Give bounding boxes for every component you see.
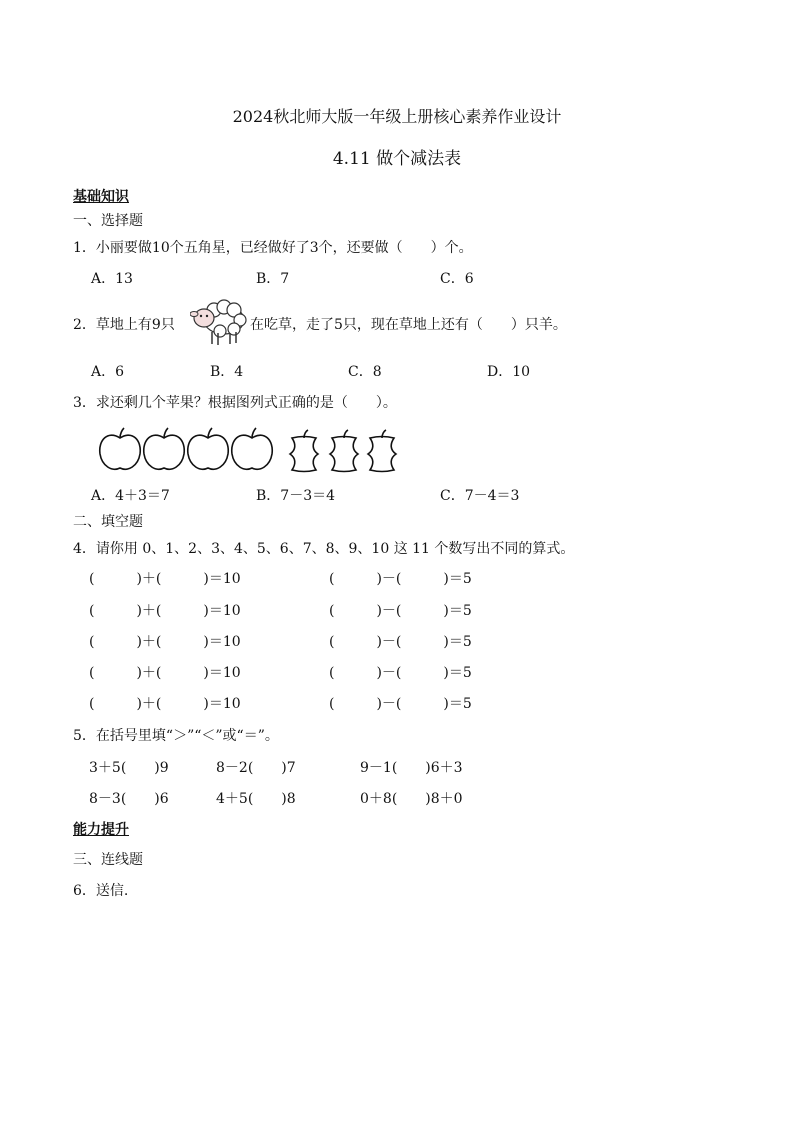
q5-compare-item: 0＋8( )8＋0 <box>360 791 463 807</box>
q5-compare-item: 3＋5( )9 <box>89 760 169 776</box>
q4-subtraction-row: ( )－( )＝5 <box>329 696 472 712</box>
q1-option-b: B．7 <box>256 271 290 287</box>
q1-option-a: A．13 <box>91 271 133 287</box>
sheep-illustration <box>190 296 248 348</box>
apples-illustration <box>96 426 416 474</box>
q5-compare-item: 8－3( )6 <box>89 791 169 807</box>
q4-subtraction-row: ( )－( )＝5 <box>329 634 472 650</box>
q5-compare-item: 9－1( )6＋3 <box>360 760 463 776</box>
apple-icon <box>100 428 141 469</box>
question-2-text-after: 在吃草，走了5只，现在草地上还有（ ）只羊。 <box>250 317 567 333</box>
lesson-title: 4.11 做个减法表 <box>332 149 462 169</box>
part1-heading: 一、选择题 <box>73 213 143 229</box>
q2-option-d: D．10 <box>487 364 531 380</box>
question-1-text: 1．小丽要做10个五角星，已经做好了3个，还要做（ ）个。 <box>73 240 473 256</box>
q5-compare-item: 4＋5( )8 <box>216 791 296 807</box>
q4-addition-row: ( )＋( )＝10 <box>89 665 241 681</box>
q4-subtraction-row: ( )－( )＝5 <box>329 571 472 587</box>
q4-subtraction-row: ( )－( )＝5 <box>329 603 472 619</box>
question-5-text: 5．在括号里填“＞”“＜”或“＝”。 <box>73 728 279 744</box>
question-3-text: 3．求还剩几个苹果？根据图列式正确的是（ ）。 <box>73 395 397 411</box>
q2-option-a: A．6 <box>91 364 125 380</box>
q1-option-c: C．6 <box>440 271 474 287</box>
q4-addition-row: ( )＋( )＝10 <box>89 696 241 712</box>
q4-addition-row: ( )＋( )＝10 <box>89 634 241 650</box>
q3-option-b: B．7－3＝4 <box>256 488 336 504</box>
q3-option-c: C．7－4＝3 <box>440 488 520 504</box>
section-ability-heading: 能力提升 <box>73 822 129 838</box>
q2-option-b: B．4 <box>210 364 244 380</box>
question-6-text: 6．送信. <box>73 883 129 899</box>
q2-option-c: C．8 <box>348 364 382 380</box>
q4-addition-row: ( )＋( )＝10 <box>89 571 241 587</box>
document-title: 2024秋北师大版一年级上册核心素养作业设计 <box>232 107 562 126</box>
q5-compare-item: 8－2( )7 <box>216 760 296 776</box>
question-2-text-before: 2．草地上有9只 <box>73 317 175 333</box>
part2-heading: 二、填空题 <box>73 514 143 530</box>
question-4-text: 4．请你用 0、1、2、3、4、5、6、7、8、9、10 这 11 个数写出不同的算式。 <box>73 541 575 557</box>
part3-heading: 三、连线题 <box>73 852 143 868</box>
section-basic-heading: 基础知识 <box>73 189 129 205</box>
q4-addition-row: ( )＋( )＝10 <box>89 603 241 619</box>
q4-subtraction-row: ( )－( )＝5 <box>329 665 472 681</box>
q3-option-a: A．4＋3＝7 <box>91 488 170 504</box>
